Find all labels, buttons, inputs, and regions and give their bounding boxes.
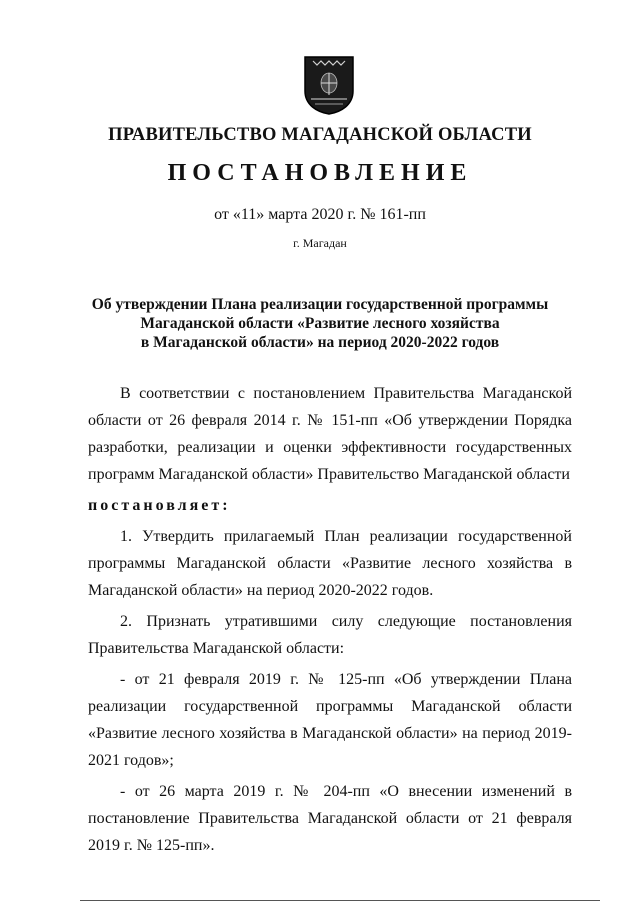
coat-of-arms-icon bbox=[303, 55, 355, 115]
subitem-1-paragraph: - от 21 февраля 2019 г. № 125-пп «Об утверждении Плана реализации государственной программы Магаданской области «Развитие лесного хозяйства в Магаданской области» на период 2019-2021 годов»; bbox=[88, 671, 572, 769]
preamble-paragraph: В соответствии с постановлением Правительства Магаданской области от 26 февраля 2014 г. № 151-пп «Об утверждении Порядка разработки, реализации и оценки эффективности государственных программ Магаданской области» Правительство Магаданской области bbox=[88, 385, 572, 483]
title-line: Магаданской области «Развитие лесного хозяйства bbox=[140, 315, 500, 332]
title-line: Об утверждении Плана реализации государственной программы bbox=[91, 296, 549, 313]
document-city: г. Магадан bbox=[293, 236, 347, 250]
subitem-2-paragraph: - от 26 марта 2019 г. № 204-пп «О внесении изменений в постановление Правительства Магаданской области от 21 февраля 2019 г. № 125-пп». bbox=[88, 783, 572, 854]
document-type: ПОСТАНОВЛЕНИЕ bbox=[167, 160, 473, 186]
document-date-number: от «11» марта 2020 г. № 161-пп bbox=[214, 206, 426, 223]
item-1-paragraph: 1. Утвердить прилагаемый План реализации государственной программы Магаданской области «Развитие лесного хозяйства в Магаданской области» на период 2020-2022 годов. bbox=[88, 528, 572, 599]
government-name: ПРАВИТЕЛЬСТВО МАГАДАНСКОЙ ОБЛАСТИ bbox=[108, 125, 532, 145]
page-bottom-rule bbox=[80, 900, 600, 901]
title-line: в Магаданской области» на период 2020-2022 годов bbox=[140, 334, 500, 351]
document-title bbox=[80, 295, 560, 352]
document-body bbox=[88, 380, 572, 863]
decree-word bbox=[88, 492, 572, 519]
item-2-paragraph: 2. Признать утратившими силу следующие постановления Правительства Магаданской области: bbox=[88, 613, 572, 657]
decree-word-text: постановляет: bbox=[88, 497, 231, 514]
